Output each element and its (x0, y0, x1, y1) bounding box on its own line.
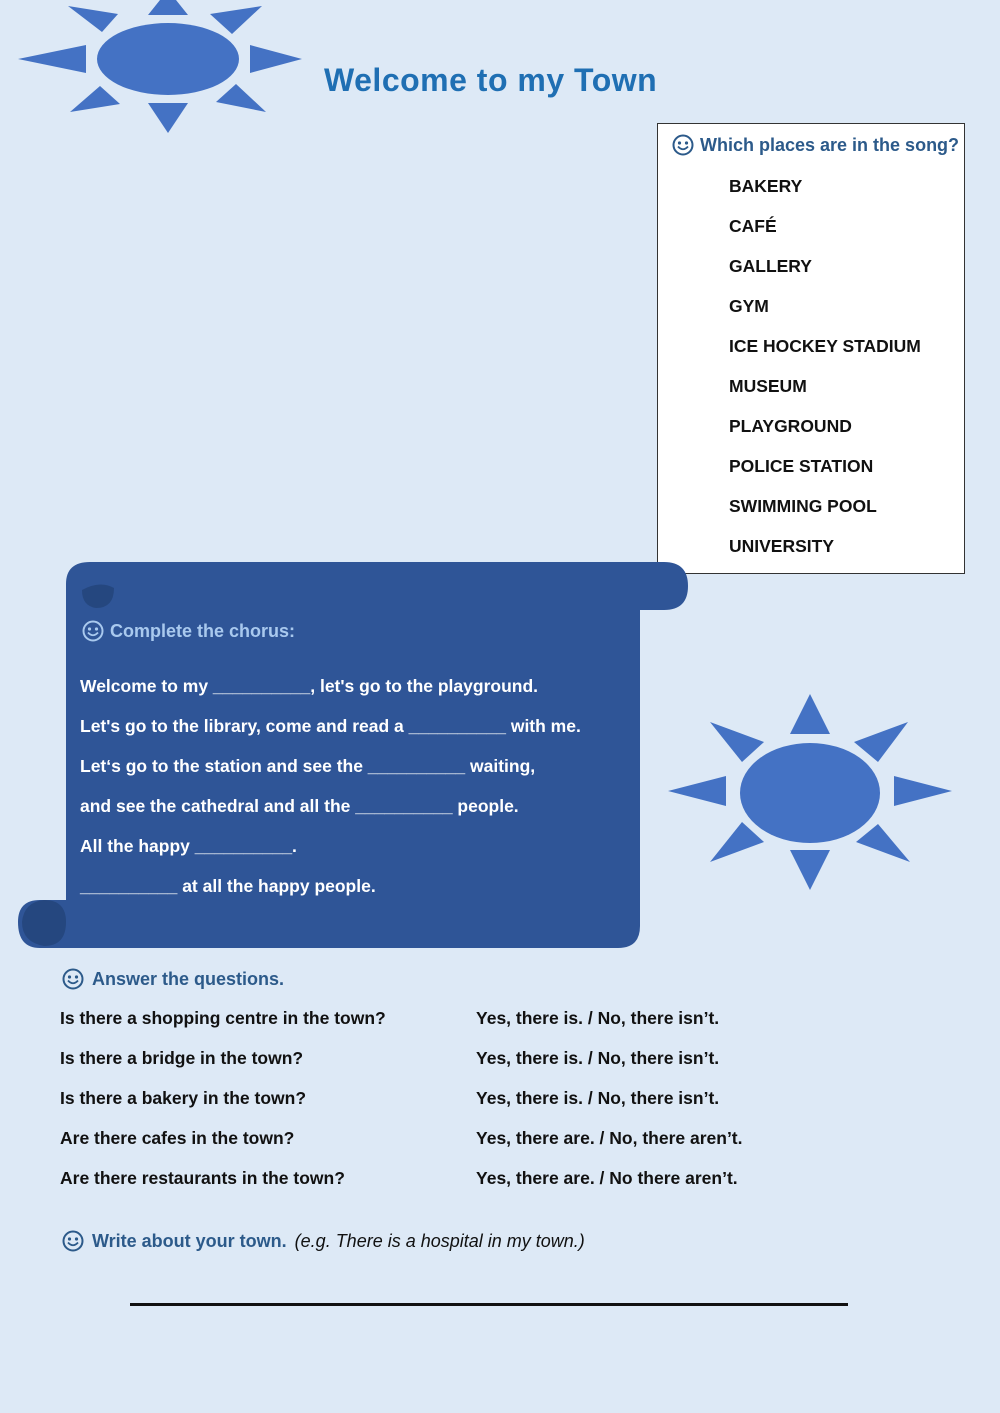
answer-options: Yes, there are. / No there aren’t. (476, 1168, 738, 1188)
chorus-line: All the happy __________. (80, 836, 297, 856)
chorus-scroll (0, 550, 700, 960)
places-list (729, 174, 921, 574)
smiley-icon (82, 620, 104, 642)
chorus-heading (82, 620, 295, 642)
chorus-heading-text: Complete the chorus: (110, 620, 296, 641)
answer-options: Yes, there is. / No, there isn’t. (476, 1088, 720, 1108)
answer-line[interactable] (130, 1303, 848, 1306)
list-item: UNIVERSITY (729, 536, 835, 556)
places-heading (672, 134, 959, 156)
answer-options: Yes, there is. / No, there isn’t. (476, 1048, 720, 1068)
list-item: CAFÉ (729, 216, 777, 236)
list-item: GALLERY (729, 256, 812, 276)
list-item: SWIMMING POOL (729, 496, 877, 516)
question-text: Is there a bridge in the town? (60, 1048, 304, 1068)
question-text: Is there a shopping centre in the town? (60, 1008, 386, 1028)
smiley-icon (62, 968, 84, 990)
places-box (657, 123, 965, 574)
questions-heading-text: Answer the questions. (92, 968, 285, 989)
sun-icon (10, 0, 310, 140)
question-text: Is there a bakery in the town? (60, 1088, 307, 1108)
questions-heading (62, 968, 284, 990)
list-item: POLICE STATION (729, 456, 874, 476)
write-heading (62, 1230, 585, 1252)
question-text: Are there restaurants in the town? (60, 1168, 345, 1188)
chorus-line: Let's go to the library, come and read a __________ with me. (80, 716, 581, 736)
chorus-line: __________ at all the happy people. (80, 876, 376, 896)
chorus-line: Welcome to my __________, let's go to the playground. (80, 676, 539, 696)
chorus-line: Let‘s go to the station and see the __________ waiting, (80, 756, 536, 776)
list-item: GYM (729, 296, 769, 316)
answer-options: Yes, there are. / No, there aren’t. (476, 1128, 743, 1148)
list-item: ICE HOCKEY STADIUM (729, 336, 921, 356)
answer-options: Yes, there is. / No, there isn’t. (476, 1008, 720, 1028)
sun-icon (660, 690, 960, 895)
list-item: BAKERY (729, 176, 803, 196)
question-text: Are there cafes in the town? (60, 1128, 295, 1148)
smiley-icon (672, 134, 694, 156)
write-hint: (e.g. There is a hospital in my town.) (294, 1230, 585, 1251)
smiley-icon (62, 1230, 84, 1252)
chorus-line: and see the cathedral and all the __________ people. (80, 796, 519, 816)
places-heading-text: Which places are in the song? (700, 134, 960, 155)
list-item: PLAYGROUND (729, 416, 852, 436)
write-heading-text: Write about your town. (92, 1230, 287, 1251)
page-title: Welcome to my Town (324, 62, 658, 98)
list-item: MUSEUM (729, 376, 807, 396)
